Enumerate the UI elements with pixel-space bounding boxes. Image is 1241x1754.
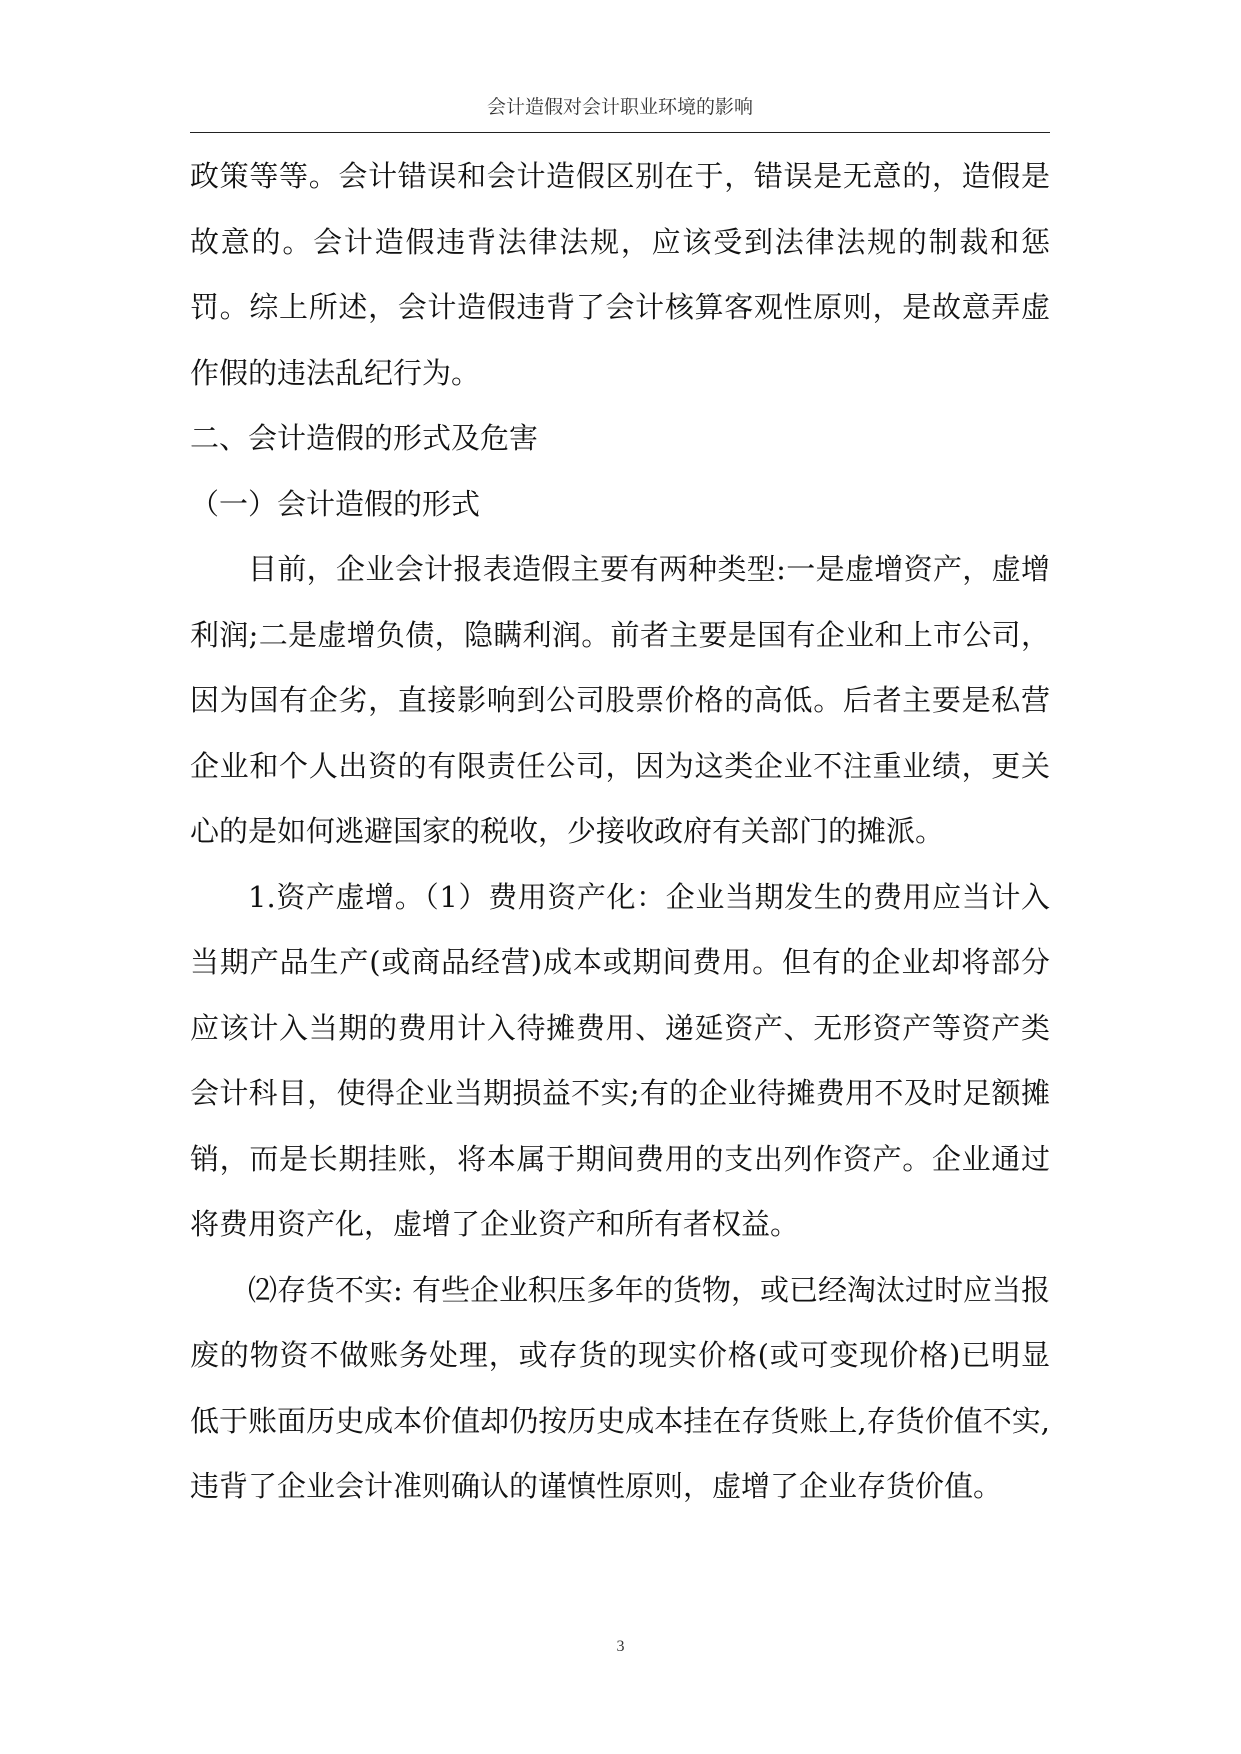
paragraph-item-1: 1.资产虚增。（1）费用资产化：企业当期发生的费用应当计入当期产品生产(或商品经营)成本或期间费用。但有的企业却将部分应该计入当期的费用计入待摊费用、递延资产、无形资产等资产类会计科目，使得企业当期损益不实;有的企业待摊费用不及时足额摊销，而是长期挂账，将本属于期间费用的支出列作资产。企业通过将费用资产化，虚增了企业资产和所有者权益。	[190, 879, 1050, 1241]
paragraph-item-2: ⑵存货不实: 有些企业积压多年的货物，或已经淘汰过时应当报废的物资不做账务处理，或存货的现实价格(或可变现价格)已明显低于账面历史成本价值却仍按历史成本挂在存货账上,存货价值不实,违背了企业会计准则确认的谨慎性原则，虚增了企业存货价值。	[190, 1272, 1050, 1503]
subsection-heading: （一）会计造假的形式	[190, 486, 481, 521]
running-header: 会计造假对会计职业环境的影响	[486, 96, 753, 118]
paragraph-continuation: 政策等等。会计错误和会计造假区别在于，错误是无意的，造假是故意的。会计造假违背法律法规，应该受到法律法规的制裁和惩罚。综上所述，会计造假违背了会计核算客观性原则，是故意弄虚作假的违法乱纪行为。	[190, 159, 1050, 390]
body-text	[190, 144, 1050, 1520]
paragraph-intro: 目前，企业会计报表造假主要有两种类型:一是虚增资产，虚增利润;二是虚增负债，隐瞒利润。前者主要是国有企业和上市公司，因为国有企劣，直接影响到公司股票价格的高低。后者主要是私营企业和个人出资的有限责任公司，因为这类企业不注重业绩，更关心的是如何逃避国家的税收，少接收政府有关部门的摊派。	[190, 552, 1050, 848]
header-rule	[190, 132, 1050, 133]
page-number: 3	[616, 1638, 625, 1655]
section-heading: 二、会计造假的形式及危害	[190, 421, 539, 455]
